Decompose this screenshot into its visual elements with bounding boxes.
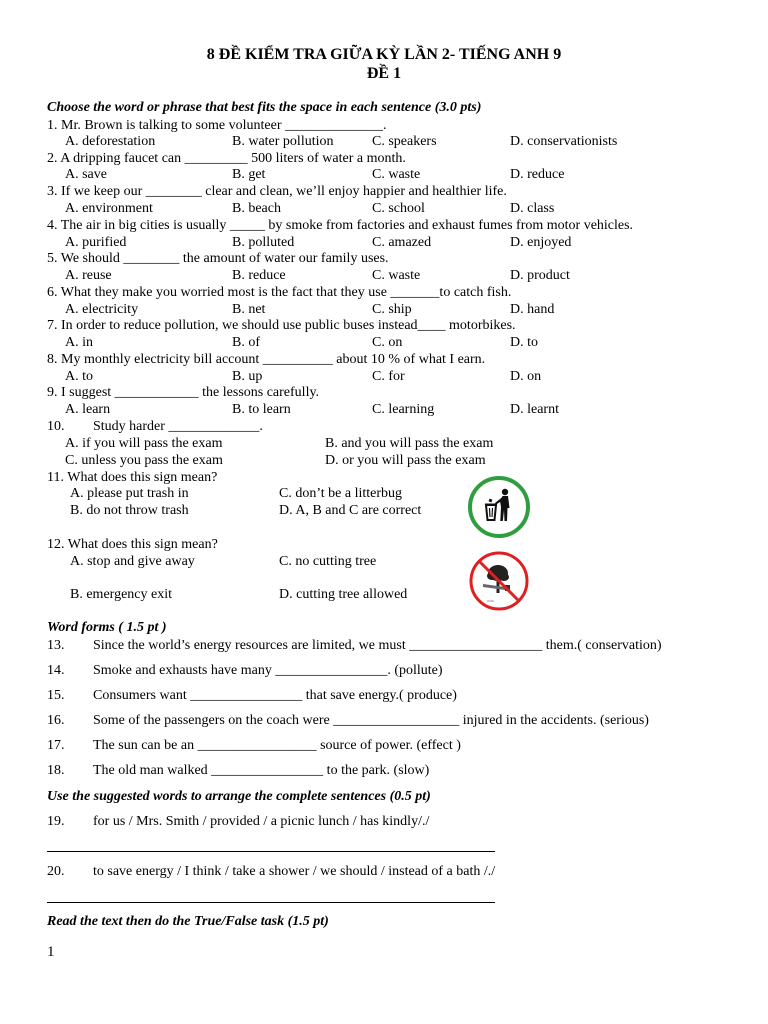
option-4a: A. purified <box>65 235 127 250</box>
item-17: The sun can be an _________________ source of power. (effect ) <box>93 738 461 753</box>
option-1d: D. conservationists <box>510 134 618 149</box>
option-8d: D. on <box>510 369 542 384</box>
question-12: 12. What does this sign mean? <box>47 537 218 552</box>
item-20: to save energy / I think / take a shower / we should / instead of a bath /./ <box>93 864 496 879</box>
option-8a: A. to <box>65 369 93 384</box>
page-number: 1 <box>47 944 55 960</box>
option-9b: B. to learn <box>232 402 291 417</box>
option-11c: C. don’t be a litterbug <box>279 486 402 501</box>
option-7b: B. of <box>232 335 260 350</box>
option-4c: C. amazed <box>372 235 432 250</box>
question-8: 8. My monthly electricity bill account __________ about 10 % of what I earn. <box>47 352 486 367</box>
option-10d: D. or you will pass the exam <box>325 453 486 468</box>
option-12a: A. stop and give away <box>70 554 195 569</box>
answer-line-19 <box>47 851 495 852</box>
option-5c: C. waste <box>372 268 421 283</box>
exam-title: 8 ĐỀ KIỂM TRA GIỮA KỲ LẦN 2- TIẾNG ANH 9 <box>206 46 562 63</box>
option-1a: A. deforestation <box>65 134 156 149</box>
item-15: Consumers want ________________ that save energy.( produce) <box>93 688 457 703</box>
item-20-number: 20. <box>47 864 65 879</box>
option-7c: C. on <box>372 335 403 350</box>
item-18: The old man walked ________________ to the park. (slow) <box>93 763 430 778</box>
option-8b: B. up <box>232 369 263 384</box>
question-10-number: 10. <box>47 419 65 434</box>
question-7: 7. In order to reduce pollution, we should use public buses instead____ motorbikes. <box>47 318 516 333</box>
option-6a: A. electricity <box>65 302 139 317</box>
option-11b: B. do not throw trash <box>70 503 189 518</box>
option-6d: D. hand <box>510 302 555 317</box>
question-5: 5. We should ________ the amount of water our family uses. <box>47 251 389 266</box>
option-1c: C. speakers <box>372 134 437 149</box>
option-2c: C. waste <box>372 167 421 182</box>
option-9d: D. learnt <box>510 402 559 417</box>
item-18-number: 18. <box>47 763 65 778</box>
option-1b: B. water pollution <box>232 134 334 149</box>
item-19-number: 19. <box>47 814 65 829</box>
option-11d: D. A, B and C are correct <box>279 503 422 518</box>
trash-bin-sign-icon <box>467 475 531 544</box>
option-3a: A. environment <box>65 201 153 216</box>
option-2a: A. save <box>65 167 107 182</box>
option-6b: B. net <box>232 302 266 317</box>
option-6c: C. ship <box>372 302 412 317</box>
question-10: Study harder _____________. <box>93 419 263 434</box>
option-8c: C. for <box>372 369 405 384</box>
question-1: 1. Mr. Brown is talking to some volunteer ______________. <box>47 118 387 133</box>
option-3d: D. class <box>510 201 555 216</box>
section-2-heading: Word forms ( 1.5 pt ) <box>47 620 167 635</box>
option-12c: C. no cutting tree <box>279 554 377 569</box>
option-9a: A. learn <box>65 402 111 417</box>
option-5b: B. reduce <box>232 268 286 283</box>
item-15-number: 15. <box>47 688 65 703</box>
question-4: 4. The air in big cities is usually _____ by smoke from factories and exhaust fumes from motor vehicles. <box>47 218 634 233</box>
item-17-number: 17. <box>47 738 65 753</box>
option-5d: D. product <box>510 268 570 283</box>
question-2: 2. A dripping faucet can _________ 500 liters of water a month. <box>47 151 406 166</box>
option-10b: B. and you will pass the exam <box>325 436 494 451</box>
option-12b: B. emergency exit <box>70 587 172 602</box>
option-11a: A. please put trash in <box>70 486 189 501</box>
question-3: 3. If we keep our ________ clear and clean, we’ll enjoy happier and healthier life. <box>47 184 507 199</box>
item-19: for us / Mrs. Smith / provided / a picnic lunch / has kindly/./ <box>93 814 430 829</box>
option-2b: B. get <box>232 167 266 182</box>
option-3c: C. school <box>372 201 425 216</box>
no-cutting-tree-sign-icon <box>467 551 531 618</box>
question-11: 11. What does this sign mean? <box>47 470 218 485</box>
item-13-number: 13. <box>47 638 65 653</box>
option-4d: D. enjoyed <box>510 235 572 250</box>
option-7a: A. in <box>65 335 93 350</box>
option-10c: C. unless you pass the exam <box>65 453 223 468</box>
option-10a: A. if you will pass the exam <box>65 436 223 451</box>
question-9: 9. I suggest ____________ the lessons carefully. <box>47 385 320 400</box>
answer-line-20 <box>47 902 495 903</box>
item-16-number: 16. <box>47 713 65 728</box>
option-5a: A. reuse <box>65 268 112 283</box>
question-6: 6. What they make you worried most is the fact that they use _______to catch fish. <box>47 285 512 300</box>
option-12d: D. cutting tree allowed <box>279 587 408 602</box>
option-3b: B. beach <box>232 201 281 216</box>
exam-subtitle: ĐỀ 1 <box>366 65 402 82</box>
option-9c: C. learning <box>372 402 435 417</box>
option-4b: B. polluted <box>232 235 295 250</box>
option-7d: D. to <box>510 335 538 350</box>
option-2d: D. reduce <box>510 167 565 182</box>
item-16: Some of the passengers on the coach were __________________ injured in the accidents. (serious) <box>93 713 649 728</box>
item-13: Since the world’s energy resources are limited, we must ___________________ them.( conservation) <box>93 638 662 653</box>
item-14-number: 14. <box>47 663 65 678</box>
section-4-heading: Read the text then do the True/False task (1.5 pt) <box>47 914 329 929</box>
section-1-heading: Choose the word or phrase that best fits the space in each sentence (3.0 pts) <box>47 100 482 115</box>
section-3-heading: Use the suggested words to arrange the complete sentences (0.5 pt) <box>47 789 431 804</box>
item-14: Smoke and exhausts have many ________________. (pollute) <box>93 663 443 678</box>
